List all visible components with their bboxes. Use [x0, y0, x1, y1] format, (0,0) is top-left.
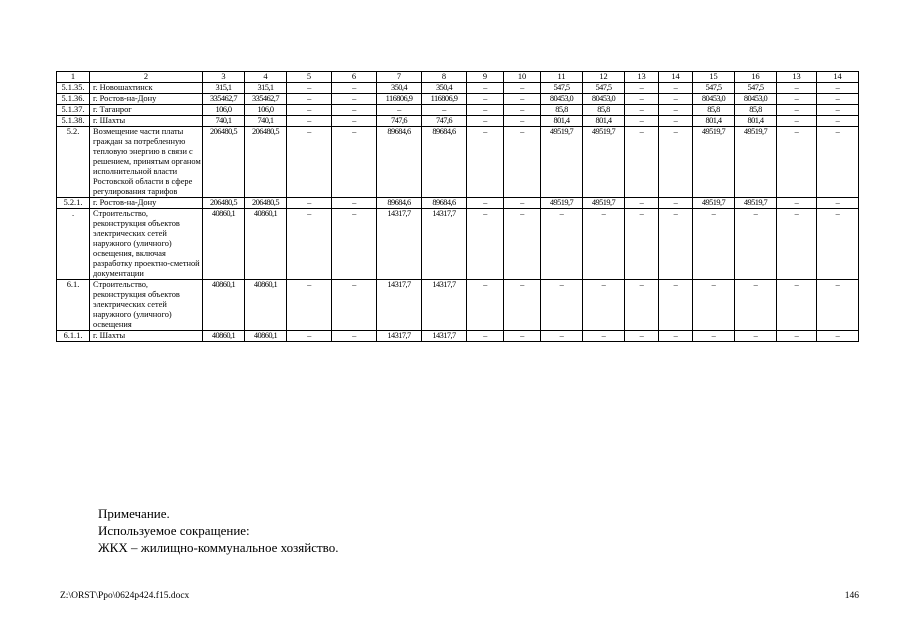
row-code-cell: 5.2.1.	[57, 198, 90, 209]
value-cell: –	[777, 331, 817, 342]
value-cell: 206480,5	[245, 127, 287, 198]
value-cell: –	[777, 83, 817, 94]
value-cell: 49519,7	[541, 127, 583, 198]
value-cell: 106,0	[245, 105, 287, 116]
column-number-cell: 5	[287, 72, 332, 83]
value-cell: –	[287, 83, 332, 94]
value-cell: –	[693, 331, 735, 342]
value-cell: –	[777, 127, 817, 198]
value-cell: –	[817, 83, 859, 94]
value-cell: 801,4	[541, 116, 583, 127]
value-cell: –	[504, 83, 541, 94]
row-name-cell: г. Ростов-на-Дону	[90, 94, 203, 105]
row-code-cell: 5.1.37.	[57, 105, 90, 116]
value-cell: 40860,1	[203, 209, 245, 280]
footer-file-path: Z:\ORST\Ppo\0624p424.f15.docx	[60, 591, 190, 601]
value-cell: 80453,0	[735, 94, 777, 105]
value-cell: –	[583, 280, 625, 331]
value-cell: –	[377, 105, 422, 116]
value-cell: –	[817, 105, 859, 116]
value-cell: 350,4	[422, 83, 467, 94]
value-cell: 740,1	[245, 116, 287, 127]
table-row	[57, 127, 859, 198]
value-cell: –	[817, 198, 859, 209]
value-cell: –	[735, 209, 777, 280]
value-cell: 740,1	[203, 116, 245, 127]
value-cell: –	[625, 209, 659, 280]
value-cell: –	[332, 116, 377, 127]
value-cell: –	[659, 209, 693, 280]
value-cell: 89684,6	[422, 198, 467, 209]
value-cell: –	[504, 198, 541, 209]
value-cell: –	[467, 105, 504, 116]
value-cell: –	[625, 105, 659, 116]
value-cell: –	[735, 280, 777, 331]
value-cell: 89684,6	[422, 127, 467, 198]
row-code-cell: 6.1.	[57, 280, 90, 331]
value-cell: –	[817, 94, 859, 105]
value-cell: –	[659, 83, 693, 94]
table-row	[57, 198, 859, 209]
value-cell: 49519,7	[583, 127, 625, 198]
value-cell: –	[504, 105, 541, 116]
value-cell: 40860,1	[245, 331, 287, 342]
row-name-cell: Строительство, реконструкция объектов электрических сетей наружного (уличного) освещения	[90, 280, 203, 331]
value-cell: 14317,7	[377, 209, 422, 280]
value-cell: 49519,7	[541, 198, 583, 209]
value-cell: –	[817, 331, 859, 342]
value-cell: 89684,6	[377, 198, 422, 209]
value-cell: 335462,7	[203, 94, 245, 105]
value-cell: 350,4	[377, 83, 422, 94]
value-cell: 49519,7	[735, 198, 777, 209]
value-cell: 14317,7	[422, 209, 467, 280]
value-cell: –	[625, 83, 659, 94]
value-cell: –	[777, 116, 817, 127]
value-cell: 40860,1	[245, 280, 287, 331]
value-cell: –	[583, 209, 625, 280]
value-cell: –	[625, 280, 659, 331]
column-number-cell: 2	[90, 72, 203, 83]
value-cell: 85,8	[583, 105, 625, 116]
column-number-cell: 4	[245, 72, 287, 83]
value-cell: 206480,5	[203, 127, 245, 198]
value-cell: 85,8	[541, 105, 583, 116]
value-cell: 40860,1	[203, 280, 245, 331]
value-cell: –	[777, 209, 817, 280]
value-cell: –	[777, 198, 817, 209]
column-number-cell: 12	[583, 72, 625, 83]
value-cell: 547,5	[693, 83, 735, 94]
value-cell: 49519,7	[735, 127, 777, 198]
column-number-cell: 6	[332, 72, 377, 83]
value-cell: –	[287, 198, 332, 209]
table-row	[57, 116, 859, 127]
value-cell: –	[287, 280, 332, 331]
value-cell: –	[504, 209, 541, 280]
column-number-cell: 10	[504, 72, 541, 83]
value-cell: –	[287, 331, 332, 342]
column-number-cell: 13	[625, 72, 659, 83]
value-cell: –	[693, 209, 735, 280]
value-cell: 80453,0	[541, 94, 583, 105]
page-number: 146	[844, 591, 859, 601]
value-cell: 85,8	[735, 105, 777, 116]
row-code-cell: 6.1.1.	[57, 331, 90, 342]
value-cell: 547,5	[541, 83, 583, 94]
value-cell: 747,6	[422, 116, 467, 127]
value-cell: 335462,7	[245, 94, 287, 105]
column-number-cell: 15	[693, 72, 735, 83]
value-cell: –	[332, 127, 377, 198]
budget-table	[56, 71, 859, 342]
value-cell: –	[659, 198, 693, 209]
value-cell: –	[541, 331, 583, 342]
value-cell: –	[777, 94, 817, 105]
value-cell: 106,0	[203, 105, 245, 116]
column-number-cell: 14	[659, 72, 693, 83]
note-title: Примечание.	[98, 506, 170, 521]
value-cell: –	[332, 198, 377, 209]
value-cell: 116806,9	[377, 94, 422, 105]
value-cell: –	[467, 209, 504, 280]
row-name-cell: Возмещение части платы граждан за потребленную тепловую энергию в связи с решением, принятым органом исполнительной власти Ростовской области в сфере регулирования тарифов	[90, 127, 203, 198]
value-cell: –	[422, 105, 467, 116]
table-header-row	[57, 72, 859, 83]
value-cell: –	[583, 331, 625, 342]
value-cell: –	[541, 280, 583, 331]
row-code-cell: 5.2.	[57, 127, 90, 198]
value-cell: –	[467, 331, 504, 342]
table-row	[57, 331, 859, 342]
value-cell: –	[817, 280, 859, 331]
value-cell: –	[467, 198, 504, 209]
value-cell: –	[625, 94, 659, 105]
value-cell: 80453,0	[693, 94, 735, 105]
value-cell: –	[467, 280, 504, 331]
value-cell: 49519,7	[583, 198, 625, 209]
value-cell: –	[504, 331, 541, 342]
value-cell: –	[332, 94, 377, 105]
value-cell: –	[467, 83, 504, 94]
value-cell: –	[625, 331, 659, 342]
value-cell: 14317,7	[422, 280, 467, 331]
value-cell: 801,4	[693, 116, 735, 127]
table-row	[57, 280, 859, 331]
table-row	[57, 105, 859, 116]
value-cell: 747,6	[377, 116, 422, 127]
value-cell: 547,5	[735, 83, 777, 94]
value-cell: 206480,5	[203, 198, 245, 209]
value-cell: –	[659, 105, 693, 116]
value-cell: 85,8	[693, 105, 735, 116]
column-number-cell: 16	[735, 72, 777, 83]
value-cell: –	[332, 209, 377, 280]
value-cell: –	[659, 116, 693, 127]
column-number-cell: 8	[422, 72, 467, 83]
value-cell: –	[504, 127, 541, 198]
row-name-cell: г. Новошахтинск	[90, 83, 203, 94]
table-row	[57, 209, 859, 280]
value-cell: –	[467, 116, 504, 127]
value-cell: 14317,7	[422, 331, 467, 342]
value-cell: –	[541, 209, 583, 280]
value-cell: –	[659, 280, 693, 331]
row-name-cell: г. Шахты	[90, 116, 203, 127]
row-code-cell: 5.1.36.	[57, 94, 90, 105]
value-cell: –	[332, 331, 377, 342]
value-cell: –	[693, 280, 735, 331]
value-cell: –	[817, 116, 859, 127]
value-cell: 315,1	[245, 83, 287, 94]
value-cell: –	[332, 83, 377, 94]
value-cell: –	[625, 116, 659, 127]
value-cell: –	[625, 127, 659, 198]
row-name-cell: Строительство, реконструкция объектов электрических сетей наружного (уличного) освещения, включая разработку проектно-сметной документации	[90, 209, 203, 280]
value-cell: –	[287, 94, 332, 105]
value-cell: –	[817, 127, 859, 198]
value-cell: –	[659, 331, 693, 342]
value-cell: –	[332, 280, 377, 331]
value-cell: –	[332, 105, 377, 116]
value-cell: –	[467, 94, 504, 105]
value-cell: –	[287, 105, 332, 116]
value-cell: –	[504, 94, 541, 105]
column-number-cell: 7	[377, 72, 422, 83]
value-cell: 14317,7	[377, 331, 422, 342]
column-number-cell: 1	[57, 72, 90, 83]
value-cell: –	[504, 116, 541, 127]
value-cell: –	[287, 209, 332, 280]
column-number-cell: 14	[817, 72, 859, 83]
value-cell: 801,4	[583, 116, 625, 127]
value-cell: 80453,0	[583, 94, 625, 105]
table-row	[57, 83, 859, 94]
value-cell: –	[287, 127, 332, 198]
value-cell: 206480,5	[245, 198, 287, 209]
value-cell: –	[777, 280, 817, 331]
row-name-cell: г. Таганрог	[90, 105, 203, 116]
value-cell: 14317,7	[377, 280, 422, 331]
value-cell: 801,4	[735, 116, 777, 127]
value-cell: 315,1	[203, 83, 245, 94]
row-name-cell: г. Ростов-на-Дону	[90, 198, 203, 209]
value-cell: 89684,6	[377, 127, 422, 198]
value-cell: –	[817, 209, 859, 280]
value-cell: –	[287, 116, 332, 127]
column-number-cell: 9	[467, 72, 504, 83]
row-code-cell: .	[57, 209, 90, 280]
value-cell: 49519,7	[693, 127, 735, 198]
row-name-cell: г. Шахты	[90, 331, 203, 342]
value-cell: –	[504, 280, 541, 331]
note-abbrev-heading: Используемое сокращение:	[98, 523, 250, 538]
value-cell: 116806,9	[422, 94, 467, 105]
column-number-cell: 3	[203, 72, 245, 83]
row-code-cell: 5.1.35.	[57, 83, 90, 94]
value-cell: 40860,1	[245, 209, 287, 280]
value-cell: –	[659, 127, 693, 198]
value-cell: –	[625, 198, 659, 209]
value-cell: –	[735, 331, 777, 342]
value-cell: –	[659, 94, 693, 105]
row-code-cell: 5.1.38.	[57, 116, 90, 127]
value-cell: 49519,7	[693, 198, 735, 209]
column-number-cell: 11	[541, 72, 583, 83]
value-cell: 40860,1	[203, 331, 245, 342]
note-abbrev-definition: ЖКХ – жилищно-коммунальное хозяйство.	[98, 540, 339, 555]
value-cell: –	[777, 105, 817, 116]
value-cell: –	[467, 127, 504, 198]
table-row	[57, 94, 859, 105]
column-number-cell: 13	[777, 72, 817, 83]
value-cell: 547,5	[583, 83, 625, 94]
